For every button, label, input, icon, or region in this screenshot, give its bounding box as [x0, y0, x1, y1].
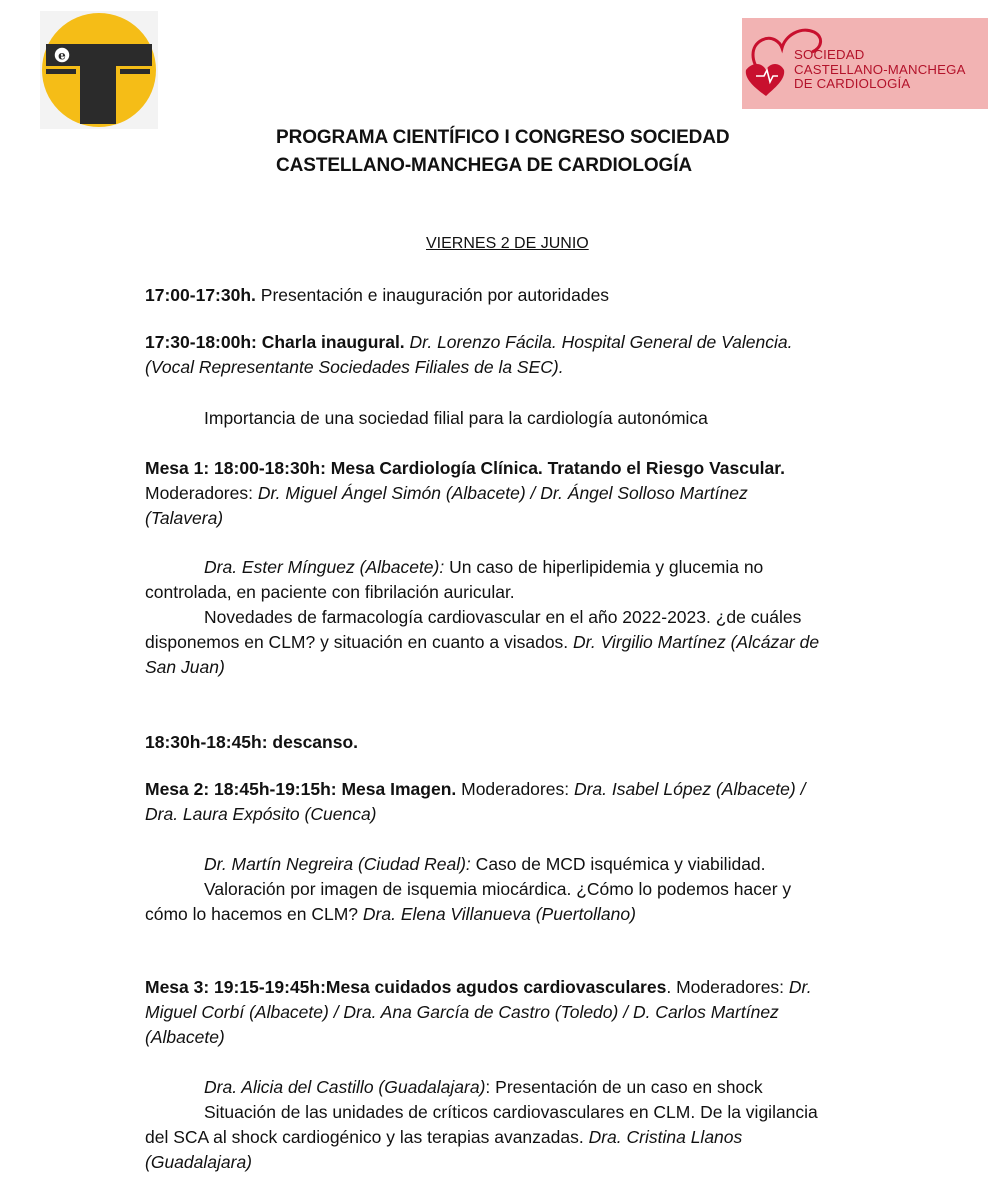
moderators: Dra. Isabel López (Albacete) /: [573, 779, 806, 799]
talk-text: Situación de las unidades de críticos cardiovasculares en CLM. De la vigilancia: [204, 1102, 818, 1122]
mesa-3: [145, 975, 845, 1050]
moderators-label: Moderadores:: [456, 779, 574, 799]
svg-text:e: e: [58, 48, 66, 63]
mesa-1: [145, 456, 845, 531]
talk-text: cómo lo hacemos en CLM?: [145, 904, 363, 924]
mesa-2: [145, 777, 845, 827]
moderators-label: . Moderadores:: [666, 977, 789, 997]
speaker: Dr. Lorenzo Fácila. Hospital General de Valencia.: [404, 332, 793, 352]
mesa-2-talks: [145, 852, 845, 927]
talk-text: controlada, en paciente con fibrilación auricular.: [145, 582, 515, 602]
title-line-2: CASTELLANO-MANCHEGA DE CARDIOLOGÍA: [276, 155, 692, 176]
moderators: Dr. Miguel Ángel Simón (Albacete) / Dr. Ángel Solloso Martínez: [257, 483, 748, 503]
talk-text: disponemos en CLM? y situación en cuanto a visados.: [145, 632, 574, 652]
mesa-heading: Mesa 1: 18:00-18:30h: Mesa Cardiología Clínica. Tratando el Riesgo Vascular.: [145, 458, 785, 478]
congress-emblem-icon: [40, 11, 158, 129]
moderators: (Albacete): [145, 1027, 225, 1047]
speaker: Dra. Elena Villanueva (Puertollano): [362, 904, 636, 924]
talk-text: del SCA al shock cardiogénico y las terapias avanzadas.: [145, 1127, 589, 1147]
moderators: Dr.: [788, 977, 812, 997]
mesa-3-talks: [145, 1075, 845, 1175]
talk-text: : Presentación de un caso en shock: [485, 1077, 763, 1097]
page-title: [276, 124, 730, 180]
session-time: 17:30-18:00h: Charla inaugural.: [145, 332, 405, 352]
moderators: (Talavera): [145, 508, 224, 528]
speaker: Dra. Ester Mínguez (Albacete):: [204, 557, 445, 577]
day-heading: VIERNES 2 DE JUNIO: [426, 235, 589, 252]
congress-emblem-logo: [40, 11, 158, 129]
session-time: 17:00-17:30h.: [145, 285, 256, 305]
session-opening: [145, 283, 845, 308]
speaker: Dr. Virgilio Martínez (Alcázar de: [573, 632, 820, 652]
break-time: 18:30h-18:45h:: [145, 732, 268, 752]
mesa-heading: Mesa 3: 19:15-19:45h:Mesa cuidados agudos cardiovasculares: [145, 977, 667, 997]
speaker-affiliation: (Vocal Representante Sociedades Filiales de la SEC).: [145, 357, 564, 377]
session-text: Presentación e inauguración por autoridades: [255, 285, 610, 305]
session-inaugural-talk: [145, 330, 845, 380]
talk-text: Un caso de hiperlipidemia y glucemia no: [444, 557, 764, 577]
break: [145, 730, 845, 755]
speaker: Dr. Martín Negreira (Ciudad Real):: [204, 854, 471, 874]
speaker: (Guadalajara): [145, 1152, 252, 1172]
talk-text: Caso de MCD isquémica y viabilidad.: [470, 854, 766, 874]
speaker: Dra. Cristina Llanos: [588, 1127, 743, 1147]
mesa-1-talks: [145, 555, 845, 680]
break-text: descanso.: [267, 732, 359, 752]
title-line-1: PROGRAMA CIENTÍFICO I CONGRESO SOCIEDAD: [276, 127, 730, 148]
topic-text: Importancia de una sociedad filial para la cardiología autonómica: [204, 408, 708, 428]
sociedad-cardiologia-logo: [742, 18, 988, 109]
moderators-label: Moderadores:: [145, 483, 258, 503]
moderators: Miguel Corbí (Albacete) / Dra. Ana García de Castro (Toledo) / D. Carlos Martínez: [145, 1002, 779, 1022]
logo-text-line: DE CARDIOLOGÍA: [794, 76, 911, 92]
talk-text: Novedades de farmacología cardiovascular en el año 2022-2023. ¿de cuáles: [204, 607, 802, 627]
moderators: Dra. Laura Expósito (Cuenca): [145, 804, 377, 824]
speaker: Dra. Alicia del Castillo (Guadalajara): [204, 1077, 486, 1097]
logo-text-line: CASTELLANO-MANCHEGA: [794, 61, 966, 77]
speaker: San Juan): [145, 657, 225, 677]
talk-topic: [145, 406, 845, 431]
mesa-heading: Mesa 2: 18:45h-19:15h: Mesa Imagen.: [145, 779, 457, 799]
logo-text-line: SOCIEDAD: [794, 47, 865, 62]
talk-text: Valoración por imagen de isquemia miocárdica. ¿Cómo lo podemos hacer y: [204, 879, 792, 899]
